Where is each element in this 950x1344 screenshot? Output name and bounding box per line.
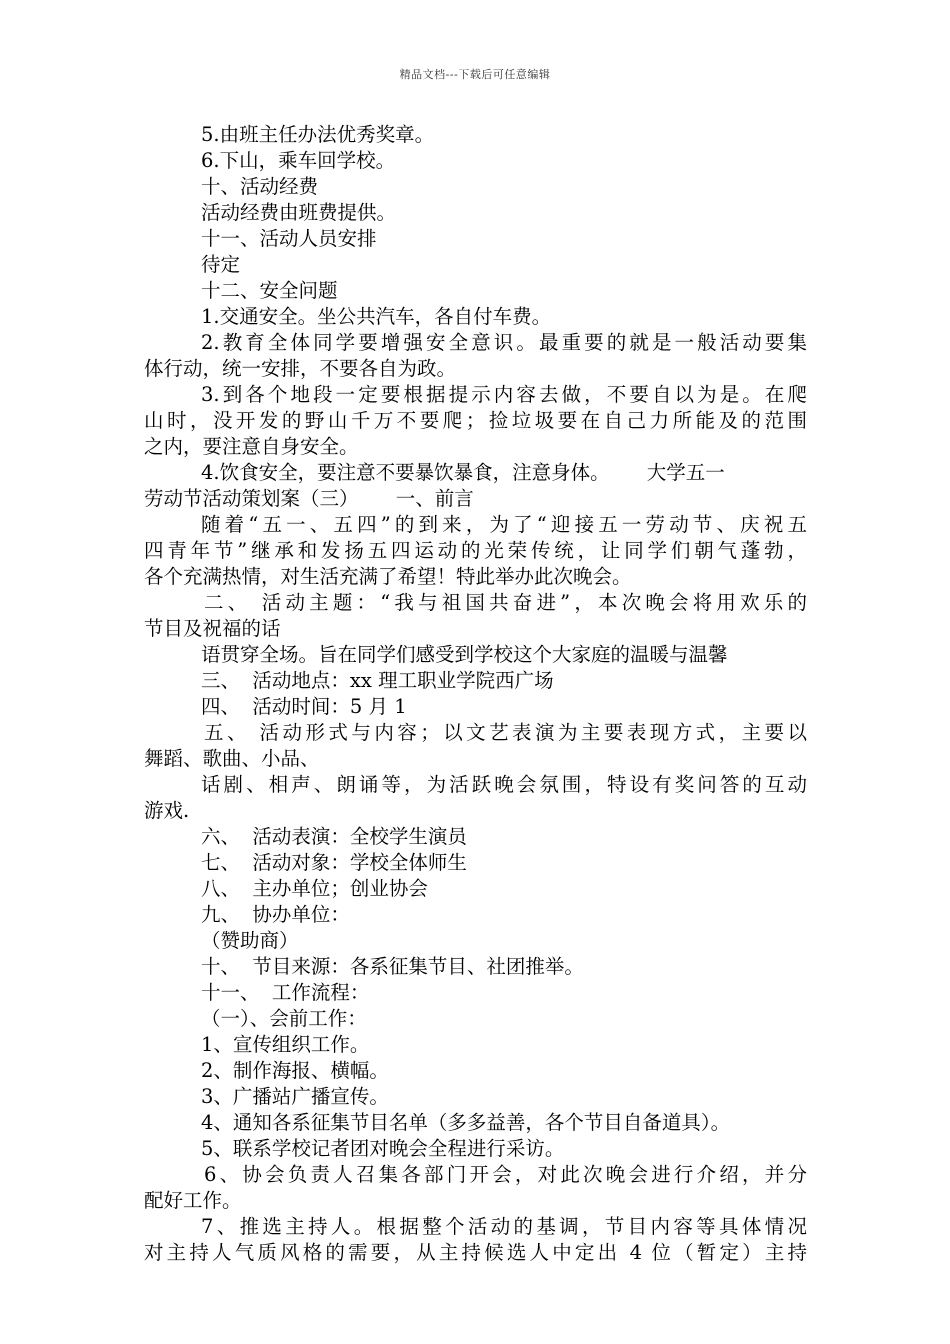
text-line: 1、宣传组织工作。: [201, 1033, 370, 1056]
text-line: 5、联系学校记者团对晚会全程进行采访。: [201, 1137, 565, 1160]
text-line: 5.由班主任办法优秀奖章。: [201, 123, 435, 146]
text-line: 7、推选主持人。根据整个活动的基调，节目内容等具体情况: [201, 1215, 807, 1238]
text-line: 4.饮食安全，要注意不要暴饮暴食，注意身体。 大学五一: [201, 461, 725, 484]
text-line: 4、通知各系征集节目名单（多多益善，各个节目自备道具）。: [201, 1111, 731, 1134]
text-line: 随着“五一、五四”的到来，为了“迎接五一劳动节、庆祝五: [201, 513, 807, 536]
text-line: 对主持人气质风格的需要，从主持候选人中定出 4 位（暂定）主持: [144, 1241, 807, 1264]
document-body: [144, 122, 807, 1266]
text-line: 山时，没开发的野山千万不要爬；捡垃圾要在自己力所能及的范围: [144, 409, 807, 432]
text-line: 话剧、相声、朗诵等，为活跃晚会氛围，特设有奖问答的互动: [201, 773, 807, 796]
text-line: （一）、会前工作：: [201, 1007, 367, 1030]
text-line: 四青年节”继承和发扬五四运动的光荣传统，让同学们朝气蓬勃，: [144, 539, 807, 562]
text-line: 劳动节活动策划案（三） 一、前言: [144, 487, 474, 510]
text-line: 6.下山，乘车回学校。: [201, 149, 396, 172]
text-line: 九、 协办单位：: [201, 903, 350, 926]
text-line: 节目及祝福的话: [144, 617, 281, 640]
text-line: 三、 活动地点：xx 理工职业学院西广场: [201, 669, 554, 692]
text-line: 配好工作。: [144, 1189, 242, 1212]
text-line: 十、 节目来源：各系征集节目、社团推举。: [201, 955, 584, 978]
text-line: 语贯穿全场。旨在同学们感受到学校这个大家庭的温暖与温馨: [201, 643, 728, 666]
text-line: 各个充满热情，对生活充满了希望！特此举办此次晚会。: [144, 565, 632, 588]
text-line: （赞助商）: [201, 929, 299, 952]
text-line: 待定: [201, 253, 241, 276]
text-line: 1.交通安全。坐公共汽车，各自付车费。: [201, 305, 552, 328]
text-line: 二、 活动主题：“我与祖国共奋进”，本次晚会将用欢乐的: [204, 591, 807, 614]
text-line: 八、 主办单位；创业协会: [201, 877, 428, 900]
text-line: 六、 活动表演：全校学生演员: [201, 825, 467, 848]
text-line: 十一、活动人员安排: [201, 227, 377, 250]
text-line: 3.到各个地段一定要根据提示内容去做，不要自以为是。在爬: [201, 383, 807, 406]
text-line: 3、广播站广播宣传。: [201, 1085, 389, 1108]
text-line: 活动经费由班费提供。: [201, 201, 397, 224]
text-line: 2.教育全体同学要增强安全意识。最重要的就是一般活动要集: [201, 331, 807, 354]
text-line: 十一、 工作流程：: [201, 981, 370, 1004]
text-line: 游戏.: [144, 799, 190, 822]
text-line: 七、 活动对象：学校全体师生: [201, 851, 467, 874]
text-line: 舞蹈、歌曲、小品、: [144, 747, 320, 770]
text-line: 体行动，统一安排，不要各自为政。: [144, 357, 457, 380]
text-line: 五、 活动形式与内容；以文艺表演为主要表现方式，主要以: [204, 721, 807, 744]
text-line: 十二、安全问题: [201, 279, 338, 302]
text-line: 6、协会负责人召集各部门开会，对此次晚会进行介绍，并分: [204, 1163, 807, 1186]
text-line: 四、 活动时间：5 月 1: [201, 695, 407, 718]
text-line: 2、制作海报、横幅。: [201, 1059, 389, 1082]
text-line: 之内，要注意自身安全。: [144, 435, 359, 458]
text-line: 十、活动经费: [201, 175, 319, 198]
page-header: 精品文档---下载后可任意编辑: [399, 68, 551, 81]
